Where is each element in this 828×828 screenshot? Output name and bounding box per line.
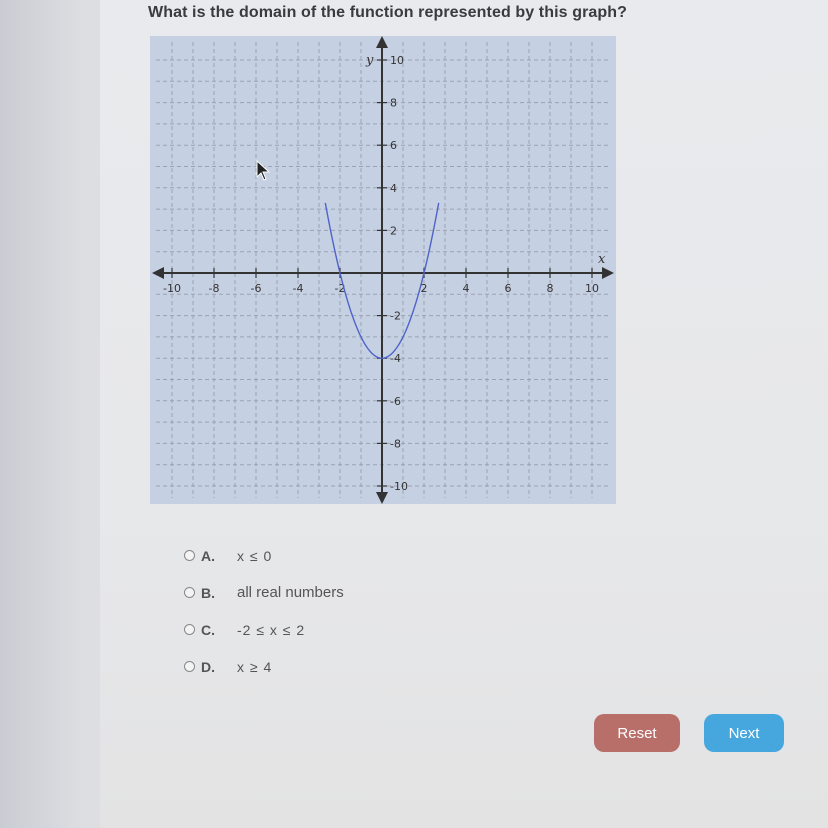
y-tick-label: 4: [390, 181, 397, 195]
y-tick-label: 10: [390, 54, 404, 67]
option-text: x ≤ 0: [237, 547, 273, 564]
x-tick-label: -2: [334, 282, 346, 295]
y-axis-label: y: [366, 53, 374, 68]
y-tick-label: -2: [390, 309, 401, 323]
question-text: What is the domain of the function represented by this graph?: [148, 4, 628, 21]
radio-icon[interactable]: [184, 550, 195, 561]
option-a[interactable]: [184, 537, 344, 574]
x-tick-label: -8: [208, 282, 220, 295]
reset-button[interactable]: Reset: [594, 714, 680, 752]
option-letter: A.: [201, 547, 215, 564]
radio-icon[interactable]: [184, 624, 195, 635]
y-tick-label: -8: [390, 437, 401, 451]
y-tick-label: 2: [390, 224, 397, 238]
y-tick-label: 8: [390, 96, 397, 110]
x-tick-label: 10: [585, 282, 599, 295]
option-letter: D.: [201, 658, 215, 675]
mouse-pointer-icon: [256, 160, 272, 182]
y-tick-label: -10: [390, 480, 408, 493]
x-tick-label: 4: [462, 282, 470, 295]
x-axis-label: x: [598, 252, 606, 267]
y-tick-label: -4: [390, 352, 401, 366]
option-text: x ≥ 4: [237, 658, 273, 675]
y-tick-label: 6: [390, 139, 397, 153]
x-tick-label: 8: [546, 282, 554, 295]
x-tick-label: -6: [250, 282, 262, 295]
option-text: all real numbers: [237, 584, 344, 601]
option-d[interactable]: [184, 648, 344, 685]
option-text: -2 ≤ x ≤ 2: [237, 621, 306, 638]
radio-icon[interactable]: [184, 587, 195, 598]
option-b[interactable]: [184, 574, 344, 611]
option-letter: B.: [201, 584, 215, 601]
option-c[interactable]: [184, 611, 344, 648]
radio-icon[interactable]: [184, 661, 195, 672]
x-tick-label: -4: [292, 282, 304, 295]
x-tick-label: 6: [504, 282, 512, 295]
answer-options: [184, 537, 344, 685]
function-graph: [150, 36, 616, 504]
graph-svg: [150, 36, 616, 504]
x-tick-label: -10: [163, 282, 181, 295]
next-button[interactable]: Next: [704, 714, 784, 752]
option-letter: C.: [201, 621, 215, 638]
y-tick-label: -6: [390, 394, 401, 408]
x-tick-label: 2: [420, 282, 428, 295]
